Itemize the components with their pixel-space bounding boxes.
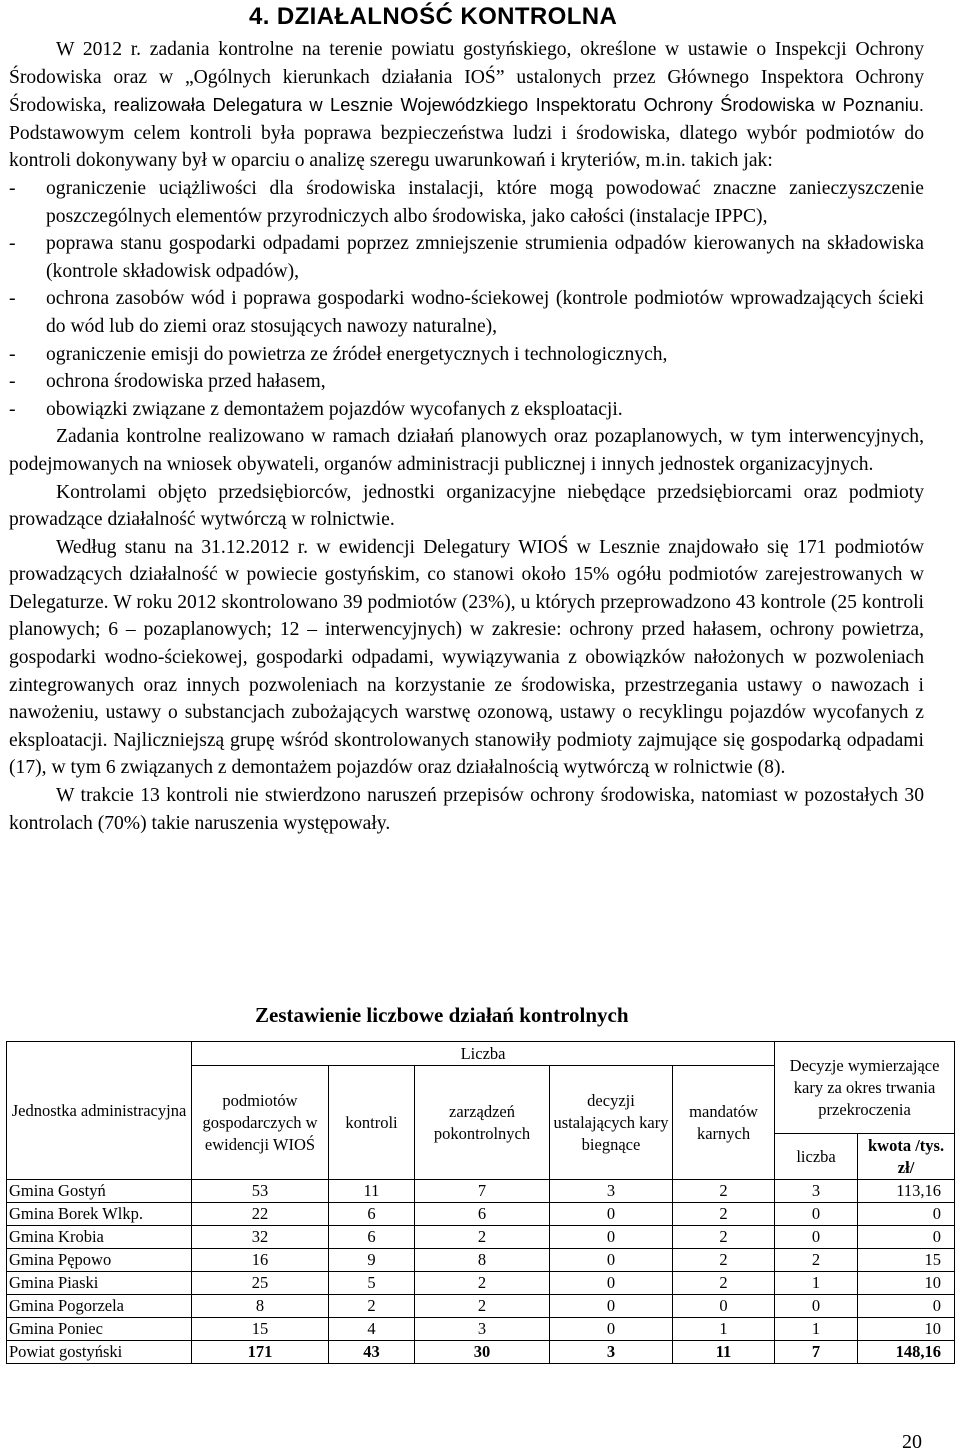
intro-part-3: Podstawowym celem kontroli była poprawa bezpieczeństwa ludzi i środowiska, dlatego wybór podmiotów do kontroli dokonywany był w oparciu o analizę szeregu uwarunkowań i kryteriów, m.in. takich jak: bbox=[9, 122, 924, 172]
list-item bbox=[9, 341, 924, 369]
cell-dec-liczba: 3 bbox=[775, 1180, 858, 1203]
table-row bbox=[7, 1226, 955, 1249]
header-mandaty: mandatów karnych bbox=[673, 1066, 775, 1180]
cell-kontrole: 6 bbox=[329, 1226, 415, 1249]
cell-mandaty: 2 bbox=[673, 1272, 775, 1295]
list-item bbox=[9, 368, 924, 396]
cell-podmioty: 25 bbox=[192, 1272, 329, 1295]
cell-unit: Gmina Pępowo bbox=[7, 1249, 192, 1272]
body-text bbox=[9, 36, 924, 837]
cell-kontrole: 2 bbox=[329, 1295, 415, 1318]
cell-unit: Gmina Pogorzela bbox=[7, 1295, 192, 1318]
cell-dec-liczba: 0 bbox=[775, 1226, 858, 1249]
table-row bbox=[7, 1318, 955, 1341]
table-row bbox=[7, 1180, 955, 1203]
cell-unit: Powiat gostyński bbox=[7, 1341, 192, 1364]
table-row bbox=[7, 1249, 955, 1272]
cell-dec-kwota: 148,16 bbox=[858, 1341, 955, 1364]
list-item-text: obowiązki związane z demontażem pojazdów wycofanych z eksploatacji. bbox=[46, 398, 623, 420]
table-row bbox=[7, 1272, 955, 1295]
cell-mandaty: 2 bbox=[673, 1203, 775, 1226]
list-bullet: - bbox=[9, 177, 16, 199]
list-item-text: ochrona zasobów wód i poprawa gospodarki wodno-ściekowej (kontrole podmiotów wprowadzających ścieki do wód lub do ziemi oraz stosujących nawozy naturalne), bbox=[46, 288, 924, 337]
cell-dec-liczba: 0 bbox=[775, 1203, 858, 1226]
cell-podmioty: 171 bbox=[192, 1341, 329, 1364]
cell-decyzje-kary: 3 bbox=[550, 1341, 673, 1364]
cell-dec-kwota: 10 bbox=[858, 1272, 955, 1295]
cell-dec-kwota: 0 bbox=[858, 1203, 955, 1226]
cell-podmioty: 15 bbox=[192, 1318, 329, 1341]
table-row bbox=[7, 1203, 955, 1226]
list-bullet: - bbox=[9, 398, 16, 420]
header-kontrole: kontroli bbox=[329, 1066, 415, 1180]
cell-decyzje-kary: 0 bbox=[550, 1226, 673, 1249]
cell-mandaty: 0 bbox=[673, 1295, 775, 1318]
list-bullet: - bbox=[9, 343, 16, 365]
cell-zarzadzenia: 2 bbox=[415, 1295, 550, 1318]
cell-zarzadzenia: 30 bbox=[415, 1341, 550, 1364]
header-liczba: Liczba bbox=[192, 1042, 775, 1066]
cell-decyzje-kary: 0 bbox=[550, 1272, 673, 1295]
list-item-text: ochrona środowiska przed hałasem, bbox=[46, 371, 326, 393]
cell-kontrole: 6 bbox=[329, 1203, 415, 1226]
cell-podmioty: 32 bbox=[192, 1226, 329, 1249]
cell-dec-kwota: 10 bbox=[858, 1318, 955, 1341]
header-podmioty: podmiotów gospodarczych w ewidencji WIOŚ bbox=[192, 1066, 329, 1180]
table-title: Zestawienie liczbowe działań kontrolnych bbox=[255, 1003, 629, 1027]
paragraph: Kontrolami objęto przedsiębiorców, jednostki organizacyjne niebędące przedsiębiorcami oraz podmioty prowadzące działalność wytwórczą w rolnictwie. bbox=[9, 481, 924, 531]
cell-unit: Gmina Borek Wlkp. bbox=[7, 1203, 192, 1226]
paragraph: Według stanu na 31.12.2012 r. w ewidencji Delegatury WIOŚ w Lesznie znajdowało się 171 podmiotów prowadzących działalność w powiecie gostyńskim, co stanowi około 15% ogółu podmiotów zarejestrowanych w Delegaturze. W roku 2012 skontrolowano 39 podmiotów (23%), u których przeprowadzono 43 kontrole (25 kontroli planowych; 6 – pozaplanowych; 12 – interwencyjnych) w zakresie: ochrony przed hałasem, ochrony powietrza, gospodarki wodno-ściekowej, gospodarki odpadami, wywiązywania z obowiązków nałożonych w pozwoleniach zintegrowanych oraz innych pozwoleniach na korzystanie ze środowiska, przestrzegania ustawy o nawozach i nawożeniu, ustawy o substancjach zubożających warstwę ozonową, ustawy o recyklingu pojazdów wycofanych z eksploatacji. Najliczniejszą grupę wśród skontrolowanych stanowiły podmioty zajmujące się gospodarką odpadami (17), w tym 6 związanych z demontażem pojazdów oraz działalnością wytwórczą w rolnictwie (8). bbox=[9, 536, 924, 779]
cell-podmioty: 53 bbox=[192, 1180, 329, 1203]
cell-kontrole: 43 bbox=[329, 1341, 415, 1364]
cell-dec-liczba: 7 bbox=[775, 1341, 858, 1364]
cell-dec-kwota: 113,16 bbox=[858, 1180, 955, 1203]
cell-dec-liczba: 1 bbox=[775, 1318, 858, 1341]
cell-decyzje-kary: 0 bbox=[550, 1203, 673, 1226]
cell-zarzadzenia: 6 bbox=[415, 1203, 550, 1226]
list-item bbox=[9, 396, 924, 424]
list-bullet: - bbox=[9, 233, 16, 255]
intro-paragraph bbox=[9, 36, 924, 175]
cell-unit: Gmina Gostyń bbox=[7, 1180, 192, 1203]
cell-kontrole: 4 bbox=[329, 1318, 415, 1341]
cell-decyzje-kary: 3 bbox=[550, 1180, 673, 1203]
cell-mandaty: 1 bbox=[673, 1318, 775, 1341]
intro-part-1: W 2012 r. zadania kontrolne na terenie powiatu gostyńskiego, określone w ustawie o Inspekcji Ochrony Środowiska oraz w „Ogólnych kierunkach działania IOŚ” ustalonych przez Głównego Inspektora Ochrony Środowiska, bbox=[9, 39, 924, 117]
cell-dec-kwota: 0 bbox=[858, 1295, 955, 1318]
list-item-text: ograniczenie uciążliwości dla środowiska instalacji, które mogą powodować znaczne zanieczyszczenie poszczególnych elementów przyrodniczych albo środowiska, jako całości (instalacje IPPC), bbox=[46, 177, 924, 227]
cell-decyzje-kary: 0 bbox=[550, 1318, 673, 1341]
control-statistics-table bbox=[6, 1041, 955, 1364]
intro-part-2: realizowała Delegatura w Lesznie Wojewódzkiego Inspektoratu Ochrony Środowiska w Poznaniu. bbox=[113, 94, 924, 116]
cell-dec-kwota: 15 bbox=[858, 1249, 955, 1272]
list-item bbox=[9, 175, 924, 230]
page-number: 20 bbox=[902, 1431, 922, 1453]
criteria-list bbox=[9, 175, 924, 423]
cell-mandaty: 2 bbox=[673, 1226, 775, 1249]
cell-dec-liczba: 0 bbox=[775, 1295, 858, 1318]
cell-podmioty: 16 bbox=[192, 1249, 329, 1272]
cell-dec-kwota: 0 bbox=[858, 1226, 955, 1249]
cell-decyzje-kary: 0 bbox=[550, 1295, 673, 1318]
list-bullet: - bbox=[9, 288, 16, 310]
header-zarzadzenia: zarządzeń pokontrolnych bbox=[415, 1066, 550, 1180]
header-unit: Jednostka administracyjna bbox=[7, 1042, 192, 1180]
cell-zarzadzenia: 8 bbox=[415, 1249, 550, 1272]
table-total-row bbox=[7, 1341, 955, 1364]
cell-decyzje-kary: 0 bbox=[550, 1249, 673, 1272]
cell-mandaty: 2 bbox=[673, 1249, 775, 1272]
cell-mandaty: 2 bbox=[673, 1180, 775, 1203]
list-item-text: poprawa stanu gospodarki odpadami poprzez zmniejszenie strumienia odpadów kierowanych na składowiska (kontrole składowisk odpadów), bbox=[46, 233, 924, 282]
cell-dec-liczba: 1 bbox=[775, 1272, 858, 1295]
cell-kontrole: 9 bbox=[329, 1249, 415, 1272]
cell-kontrole: 11 bbox=[329, 1180, 415, 1203]
cell-podmioty: 8 bbox=[192, 1295, 329, 1318]
paragraph: Zadania kontrolne realizowano w ramach działań planowych oraz pozaplanowych, w tym interwencyjnych, podejmowanych na wniosek obywateli, organów administracji publicznej i innych jednostek organizacyjnych. bbox=[9, 426, 924, 475]
table-row bbox=[7, 1295, 955, 1318]
cell-zarzadzenia: 7 bbox=[415, 1180, 550, 1203]
cell-unit: Gmina Piaski bbox=[7, 1272, 192, 1295]
header-decyzje-kary: decyzji ustalających kary biegnące bbox=[550, 1066, 673, 1180]
header-dec-kwota: kwota /tys. zł/ bbox=[858, 1134, 955, 1180]
list-item-text: ograniczenie emisji do powietrza ze źródeł energetycznych i technologicznych, bbox=[46, 343, 668, 365]
cell-zarzadzenia: 2 bbox=[415, 1272, 550, 1295]
cell-zarzadzenia: 3 bbox=[415, 1318, 550, 1341]
paragraph: W trakcie 13 kontroli nie stwierdzono naruszeń przepisów ochrony środowiska, natomiast w pozostałych 30 kontrolach (70%) takie naruszenia występowały. bbox=[9, 785, 924, 834]
cell-unit: Gmina Krobia bbox=[7, 1226, 192, 1249]
header-decyzje-group: Decyzje wymierzające kary za okres trwania przekroczenia bbox=[775, 1042, 955, 1134]
cell-unit: Gmina Poniec bbox=[7, 1318, 192, 1341]
section-heading: 4. DZIAŁALNOŚĆ KONTROLNA bbox=[249, 3, 618, 30]
cell-mandaty: 11 bbox=[673, 1341, 775, 1364]
list-bullet: - bbox=[9, 371, 16, 393]
list-item bbox=[9, 230, 924, 285]
cell-dec-liczba: 2 bbox=[775, 1249, 858, 1272]
cell-kontrole: 5 bbox=[329, 1272, 415, 1295]
header-dec-liczba: liczba bbox=[775, 1134, 858, 1180]
list-item bbox=[9, 285, 924, 340]
cell-podmioty: 22 bbox=[192, 1203, 329, 1226]
cell-zarzadzenia: 2 bbox=[415, 1226, 550, 1249]
